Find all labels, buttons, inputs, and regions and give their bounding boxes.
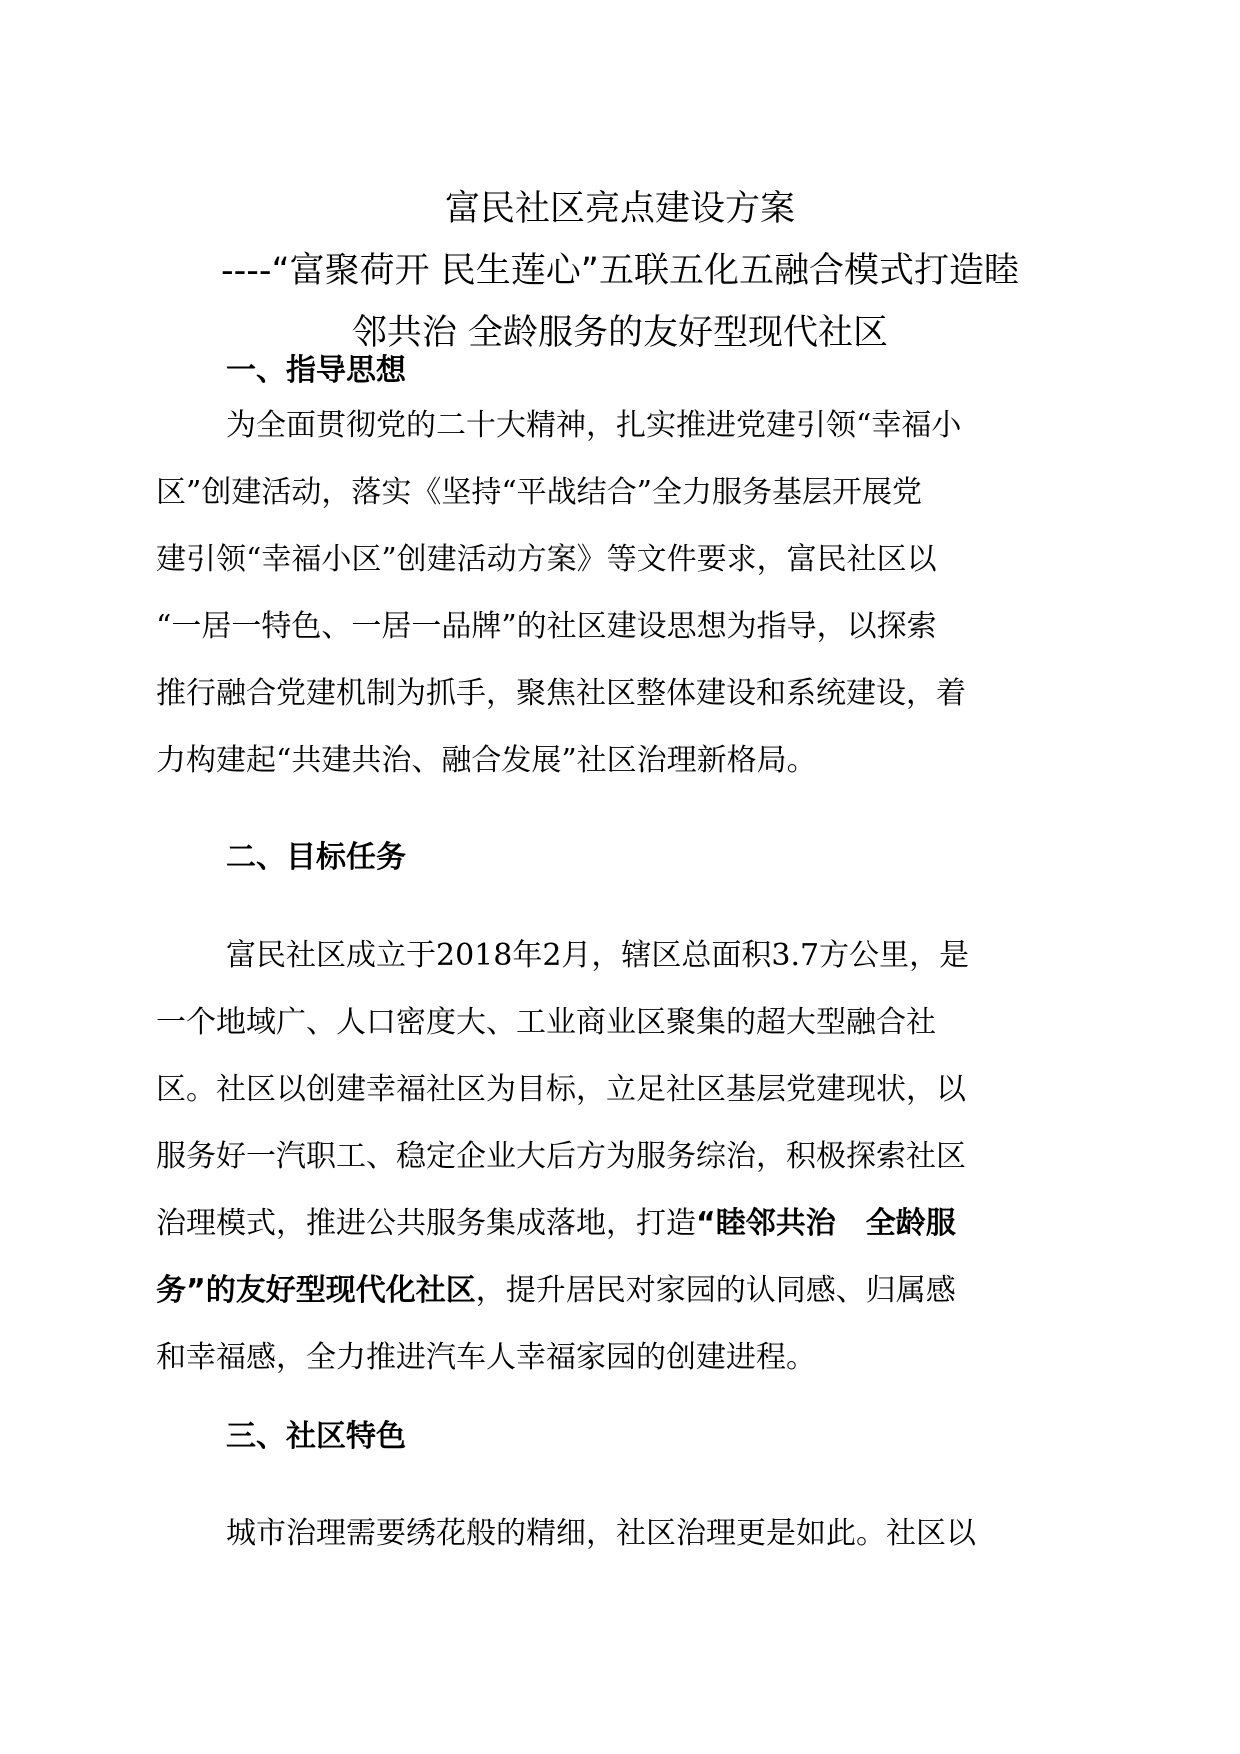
- paragraph-line: [156, 1257, 1076, 1324]
- section-heading-objectives: 二、目标任务: [226, 840, 406, 875]
- section-paragraph-objectives: [156, 922, 1076, 1391]
- paragraph-line: [156, 1190, 1076, 1257]
- emphasis-text: 务”的友好型现代化社区: [156, 1273, 476, 1308]
- section-paragraph-guiding-thought: [156, 392, 1076, 794]
- section-heading-guiding-thought: 一、指导思想: [226, 353, 406, 388]
- paragraph-line: 力构建起“共建共治、融合发展”社区治理新格局。: [156, 743, 817, 778]
- document-title: [0, 178, 1240, 364]
- paragraph-text: ，提升居民对家园的认同感、归属感: [475, 1273, 956, 1308]
- paragraph-line: 区。社区以创建幸福社区为目标，立足社区基层党建现状，以: [156, 1072, 966, 1107]
- paragraph-line: 和幸福感，全力推进汽车人幸福家园的创建进程。: [156, 1340, 816, 1375]
- paragraph-line: 富民社区成立于2018年2月，辖区总面积3.7方公里，是: [226, 938, 970, 973]
- section-heading-community-features: 三、社区特色: [226, 1419, 406, 1454]
- paragraph-text: 治理模式，推进公共服务集成落地，打造: [156, 1206, 696, 1241]
- section-paragraph-community-features: [156, 1500, 1076, 1567]
- paragraph-line: 一个地域广、人口密度大、工业商业区聚集的超大型融合社: [156, 1005, 936, 1040]
- paragraph-line: 服务好一汽职工、稳定企业大后方为服务综治，积极探索社区: [156, 1139, 966, 1174]
- paragraph-line: 建引领“幸福小区”创建活动方案》等文件要求，富民社区以: [156, 542, 937, 577]
- paragraph-line: 城市治理需要绣花般的精细，社区治理更是如此。社区以: [226, 1516, 976, 1551]
- title-line-3: 邻共治 全龄服务的友好型现代社区: [351, 313, 889, 353]
- title-line-1: 富民社区亮点建设方案: [444, 189, 795, 229]
- emphasis-text: “睦邻共治 全龄服: [696, 1206, 956, 1241]
- paragraph-line: “一居一特色、一居一品牌”的社区建设思想为指导，以探索: [156, 609, 937, 644]
- title-line-2: ----“富聚荷开 民生莲心”五联五化五融合模式打造睦: [221, 251, 1019, 291]
- paragraph-line: 为全面贯彻党的二十大精神，扎实推进党建引领“幸福小: [226, 408, 962, 443]
- paragraph-line: 区”创建活动，落实《坚持“平战结合”全力服务基层开展党: [156, 475, 923, 510]
- paragraph-line: 推行融合党建机制为抓手，聚焦社区整体建设和系统建设，着: [156, 676, 966, 711]
